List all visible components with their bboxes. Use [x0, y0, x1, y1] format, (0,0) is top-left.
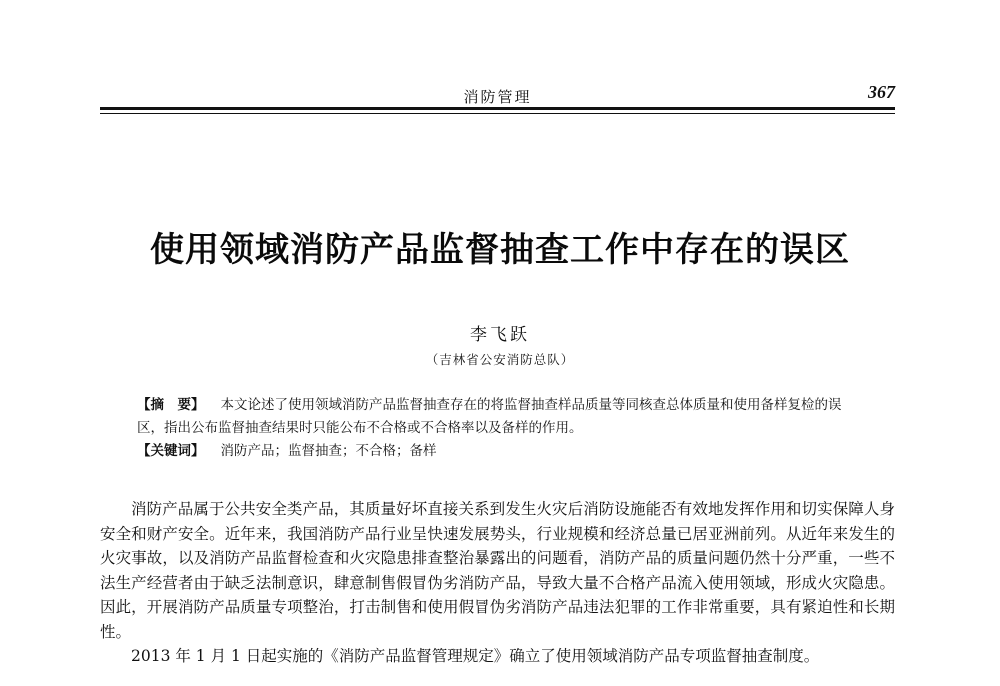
keywords [137, 440, 867, 463]
abstract-label: 【摘 要】 [137, 397, 205, 413]
body-text [100, 497, 895, 669]
article-title: 使用领域消防产品监督抽查工作中存在的误区 [150, 230, 850, 270]
author-affiliation: （吉林省公安消防总队） [425, 352, 575, 367]
keywords-label: 【关键词】 [137, 443, 205, 459]
abstract-text: 本文论述了使用领域消防产品监督抽查存在的将监督抽查样品质量等同核查总体质量和使用备样复检的误区，指出公布监督抽查结果时只能公布不合格或不合格率以及备样的作用。 [137, 397, 842, 436]
abstract [137, 394, 867, 440]
header-rule-thick [100, 107, 895, 110]
author-name: 李飞跃 [470, 325, 530, 345]
abstract-block [137, 394, 867, 463]
header-rule-thin [100, 113, 895, 114]
body-paragraph-2: 2013 年 1 月 1 日起实施的《消防产品监督管理规定》确立了使用领域消防产品专项监督抽查制度。 [131, 647, 820, 665]
body-paragraph-1: 消防产品属于公共安全类产品，其质量好坏直接关系到发生火灾后消防设施能否有效地发挥作用和切实保障人身安全和财产安全。近年来，我国消防产品行业呈快速发展势头，行业规模和经济总量已居亚洲前列。从近年来发生的火灾事故，以及消防产品监督检查和火灾隐患排查整治暴露出的问题看，消防产品的质量问题仍然十分严重，一些不法生产经营者由于缺乏法制意识，肆意制售假冒伪劣消防产品，导致大量不合格产品流入使用领域，形成火灾隐患。因此，开展消防产品质量专项整治，打击制售和使用假冒伪劣消防产品违法犯罪的工作非常重要，具有紧迫性和长期性。 [100, 500, 895, 641]
page-number: 367 [868, 82, 895, 102]
journal-name: 消防管理 [463, 88, 532, 106]
keywords-text: 消防产品；监督抽查；不合格；备样 [220, 443, 437, 459]
running-header [100, 80, 895, 106]
